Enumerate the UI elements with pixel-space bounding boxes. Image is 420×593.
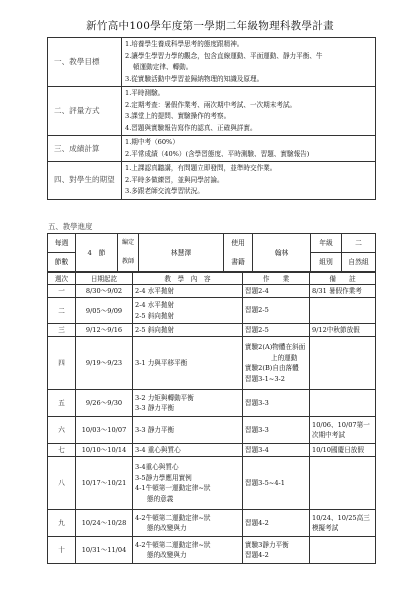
goal-line: 1.上課認真聽講，有問題立即發問，並準時交作業。 — [125, 164, 277, 172]
homework-cell-line: 實驗2(A)物體在斜面 — [245, 343, 306, 351]
homework-cell — [243, 324, 310, 337]
homework-cell-line: 習題2-4 — [245, 286, 269, 295]
content-cell-line: 態的改變與力 — [147, 524, 187, 532]
content-cell-line: 3-3 靜力平衡 — [135, 425, 175, 434]
goal-row — [48, 162, 376, 200]
goal-line: 1.平時測驗。 — [125, 89, 165, 97]
week-number: 二 — [48, 298, 76, 324]
content-cell — [133, 417, 243, 444]
goal-row — [48, 87, 376, 136]
group-label: 組別 — [311, 253, 342, 272]
weekly-hours-label: 每週 — [48, 234, 76, 253]
homework-cell — [243, 298, 310, 324]
grade-label: 年級 — [311, 234, 342, 253]
homework-cell — [243, 457, 310, 510]
date-range: 10/31～11/04 — [76, 537, 133, 564]
col-header-notes: 備 註 — [310, 273, 376, 285]
goal-row-label: 一、教學目標 — [48, 38, 122, 87]
goal-row — [48, 38, 376, 87]
notes-cell — [310, 285, 376, 298]
textbook-label: 使用 — [224, 234, 253, 253]
col-header-dates: 日期起訖 — [76, 273, 133, 285]
week-number: 八 — [48, 457, 76, 510]
homework-cell — [243, 390, 310, 417]
date-range: 10/10～10/14 — [76, 444, 133, 457]
content-cell-line: 2-5 斜向拋射 — [135, 325, 175, 334]
homework-cell-line: 習題4-2 — [245, 518, 269, 527]
goal-line: 3.課堂上的提問、實驗操作的考察。 — [125, 112, 231, 120]
notes-cell — [310, 390, 376, 417]
notes-cell — [310, 417, 376, 444]
col-header-week: 週次 — [48, 273, 76, 285]
content-cell-line: 態的改變與力 — [147, 551, 187, 559]
notes-cell-line: 10/06、10/07第一 — [312, 420, 370, 429]
content-cell-line: 2-5 斜向拋射 — [135, 311, 175, 320]
content-cell-line: 4-2牛頓第二運動定律~狀 — [135, 513, 211, 522]
goal-row-body — [122, 162, 376, 200]
notes-cell-line: 9/12中秋節放假 — [312, 325, 360, 334]
notes-cell — [310, 510, 376, 537]
homework-cell — [243, 337, 310, 390]
goal-line: 1.培養學生養成科學思考的態度跟精神。 — [125, 40, 244, 48]
schedule-row — [48, 444, 376, 457]
goal-line: 2.定期考查：暑假作業考、兩次期中考試、一次期末考試。 — [125, 100, 297, 109]
weekly-hours-label-2: 節數 — [48, 253, 76, 272]
content-cell-line: 4-2牛頓第二運動定律~狀 — [135, 540, 211, 549]
content-cell-line: 3-4重心與質心 — [135, 463, 179, 471]
content-cell — [133, 337, 243, 390]
week-number: 十 — [48, 537, 76, 564]
schedule-section-title: 五、教學進度 — [48, 222, 93, 231]
homework-cell-line: 習題3-4 — [245, 445, 269, 454]
homework-cell — [243, 285, 310, 298]
week-number: 三 — [48, 324, 76, 337]
week-number: 五 — [48, 390, 76, 417]
homework-cell — [243, 537, 310, 564]
content-cell — [133, 457, 243, 510]
teacher-label: 編定 — [118, 234, 139, 253]
content-cell — [133, 298, 243, 324]
schedule-row — [48, 390, 376, 417]
schedule-row — [48, 457, 376, 510]
homework-cell-line: 習題4-2 — [245, 551, 269, 559]
goal-row-label: 三、成績計算 — [48, 136, 122, 162]
goal-row-label: 四、對學生的期望 — [48, 162, 122, 200]
textbook-value: 翰林 — [253, 234, 311, 272]
notes-cell — [310, 337, 376, 390]
content-cell-line: 3-5靜力學應用實例 — [135, 473, 192, 482]
schedule-row — [48, 298, 376, 324]
goal-row-body — [122, 87, 376, 136]
schedule-row — [48, 285, 376, 298]
textbook-label-2: 書籍 — [224, 253, 253, 272]
col-header-homework: 作 業 — [243, 273, 310, 285]
goal-row-label: 二、評量方式 — [48, 87, 122, 136]
schedule-row — [48, 337, 376, 390]
schedule-row — [48, 510, 376, 537]
homework-cell — [243, 417, 310, 444]
notes-cell — [310, 324, 376, 337]
homework-cell-line: 習題3-5~4-1 — [245, 478, 285, 487]
week-number: 一 — [48, 285, 76, 298]
goal-line: 頓運動定律、轉動。 — [133, 63, 193, 71]
homework-cell-line: 上的運動 — [271, 353, 298, 362]
week-number: 九 — [48, 510, 76, 537]
week-number: 四 — [48, 337, 76, 390]
date-range: 10/17～10/21 — [76, 457, 133, 510]
schedule-table — [47, 272, 376, 564]
week-number: 七 — [48, 444, 76, 457]
notes-cell-line: 次期中考試 — [312, 431, 345, 439]
content-cell-line: 態的意義 — [147, 494, 174, 503]
content-cell — [133, 444, 243, 457]
content-cell — [133, 537, 243, 564]
document-title: 新竹高中100學年度第一學期二年級物理科教學計畫 — [86, 20, 334, 32]
notes-cell-line: 10/10國慶日放假 — [312, 445, 364, 454]
content-cell — [133, 510, 243, 537]
goal-line: 3.從實驗活動中學習並歸納物理的知識及原理。 — [125, 74, 264, 83]
notes-cell — [310, 457, 376, 510]
date-range: 10/24～10/28 — [76, 510, 133, 537]
content-cell-line: 3-4 重心與質心 — [135, 445, 181, 454]
content-cell — [133, 285, 243, 298]
homework-cell-line: 習題2-5 — [245, 325, 269, 334]
grade-value: 二 — [342, 234, 376, 253]
schedule-row — [48, 324, 376, 337]
notes-cell — [310, 298, 376, 324]
course-info-table — [47, 233, 376, 272]
notes-cell-line: 8/31 暑假作業考 — [312, 286, 362, 295]
date-range: 10/03～10/07 — [76, 417, 133, 444]
teacher-name: 林慧澤 — [139, 234, 224, 272]
homework-cell — [243, 444, 310, 457]
homework-cell-line: 習題2-5 — [245, 306, 269, 315]
homework-cell-line: 實驗2(B)自由落體 — [245, 364, 299, 372]
goal-line: 2.平常成績（40%）(含學習態度、平時測驗、習題、實驗報告) — [125, 149, 310, 158]
content-cell-line: 3-1 力與平移平衡 — [135, 358, 188, 367]
homework-cell-line: 習題3-3 — [245, 398, 269, 407]
goal-line: 4.習題與實驗報告寫作的認真、正確與詳實。 — [125, 123, 257, 132]
col-header-content: 教 學 內 容 — [133, 273, 243, 285]
goal-row-body — [122, 136, 376, 162]
date-range: 8/30～9/02 — [76, 285, 133, 298]
homework-cell-line: 習題3-1~3-2 — [245, 374, 285, 383]
content-cell-line: 3-3 靜力平衡 — [135, 404, 175, 412]
goal-line: 2.平時多做練習，並與同學討論。 — [125, 175, 224, 184]
notes-cell-line: 模擬考試 — [312, 524, 339, 532]
homework-cell-line: 實驗3靜力平衡 — [245, 540, 289, 549]
content-cell-line: 2-4 水平拋射 — [135, 301, 175, 309]
homework-cell — [243, 510, 310, 537]
goals-table — [47, 37, 376, 200]
notes-cell — [310, 537, 376, 564]
homework-cell-line: 習題3-3 — [245, 425, 269, 434]
week-number: 六 — [48, 417, 76, 444]
notes-cell-line: 10/24、10/25高三 — [312, 513, 370, 522]
teacher-label-2: 教師 — [118, 253, 139, 272]
content-cell — [133, 324, 243, 337]
goal-line: 1.期中考（60%） — [125, 138, 179, 146]
weekly-hours-value: 4 節 — [76, 234, 118, 272]
group-value: 自然組 — [342, 253, 376, 272]
goal-row-body — [122, 38, 376, 87]
content-cell-line: 4-1牛頓第一運動定律~狀 — [135, 484, 211, 492]
content-cell-line: 3-2 力矩與轉動平衡 — [135, 393, 194, 402]
goal-line: 3.多跟老師交流學習狀況。 — [125, 187, 204, 195]
notes-cell — [310, 444, 376, 457]
content-cell — [133, 390, 243, 417]
date-range: 9/26～9/30 — [76, 390, 133, 417]
schedule-row — [48, 417, 376, 444]
content-cell-line: 2-4 水平拋射 — [135, 286, 175, 295]
schedule-row — [48, 537, 376, 564]
date-range: 9/19～9/23 — [76, 337, 133, 390]
goal-row — [48, 136, 376, 162]
date-range: 9/12～9/16 — [76, 324, 133, 337]
date-range: 9/05～9/09 — [76, 298, 133, 324]
goal-line: 2.讓學生學習力學的觀念，包含直線運動、平面運動、靜力平衡、牛 — [125, 51, 323, 60]
